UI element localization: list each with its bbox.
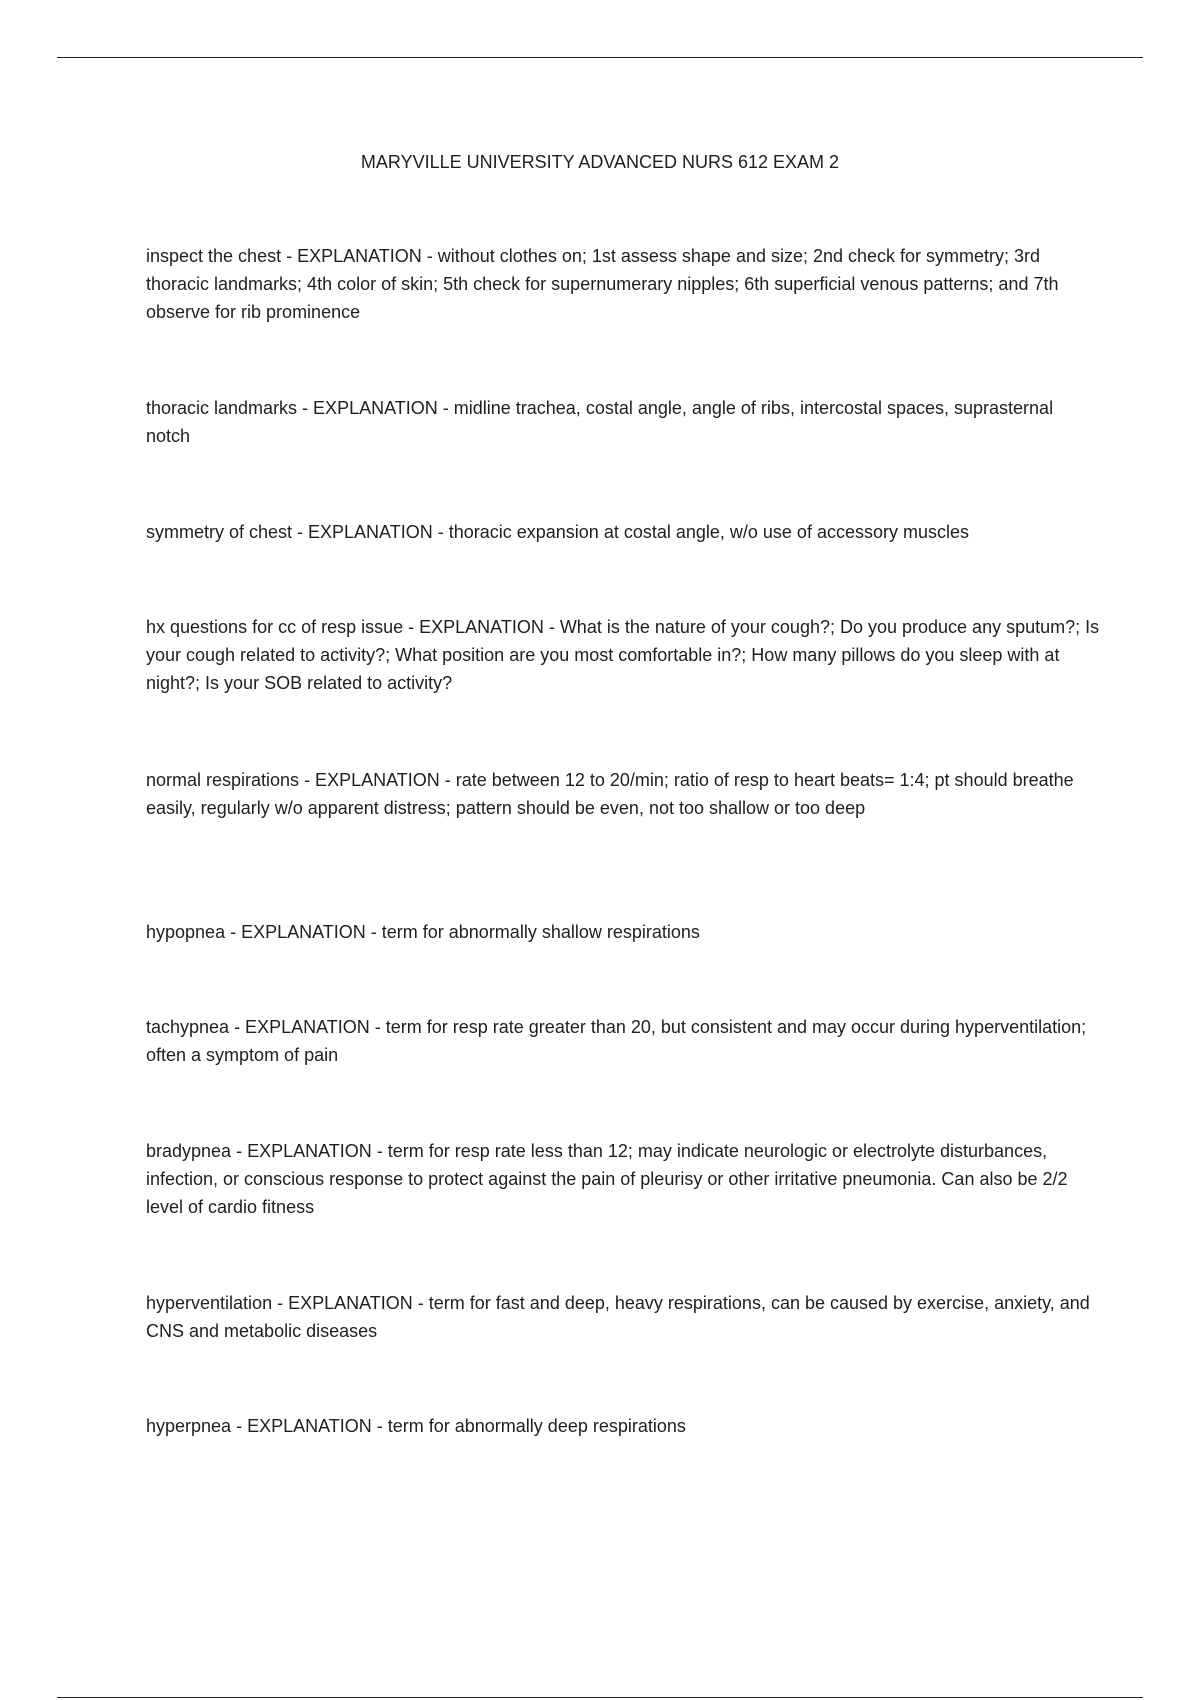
entry-symmetry-of-chest: symmetry of chest - EXPLANATION - thoracic expansion at costal angle, w/o use of accessory muscles: [146, 522, 969, 542]
entry-normal-respirations: normal respirations - EXPLANATION - rate between 12 to 20/min; ratio of resp to heart beats= 1:4; pt should breathe easily, regularly w/o apparent distress; pattern should be even, not too shallow or too deep: [146, 770, 1074, 818]
entry-hx-questions: hx questions for cc of resp issue - EXPLANATION - What is the nature of your cough?; Do you produce any sputum?; Is your cough related to activity?; What position are you most comfortable in?; How many pillows do you sleep with at night?; Is your SOB related to activity?: [146, 617, 1100, 693]
footer-rule: [57, 1697, 1143, 1698]
entry-thoracic-landmarks: thoracic landmarks - EXPLANATION - midline trachea, costal angle, angle of ribs, intercostal spaces, suprasternal notch: [146, 398, 1054, 446]
entry-bradypnea: bradypnea - EXPLANATION - term for resp rate less than 12; may indicate neurologic or electrolyte disturbances, infection, or conscious response to protect against the pain of pleurisy or other irritative pneumonia. Can also be 2/2 level of cardio fitness: [146, 1141, 1068, 1217]
document-title: MARYVILLE UNIVERSITY ADVANCED NURS 612 EXAM 2: [360, 152, 840, 172]
entry-hyperpnea: hyperpnea - EXPLANATION - term for abnormally deep respirations: [146, 1416, 686, 1436]
entry-inspect-the-chest: inspect the chest - EXPLANATION - without clothes on; 1st assess shape and size; 2nd check for symmetry; 3rd thoracic landmarks; 4th color of skin; 5th check for supernumerary nipples; 6th superficial venous patterns; and 7th observe for rib prominence: [146, 246, 1059, 322]
header-rule: [57, 57, 1143, 58]
entry-tachypnea: tachypnea - EXPLANATION - term for resp rate greater than 20, but consistent and may occur during hyperventilation; often a symptom of pain: [146, 1017, 1087, 1065]
entry-hypopnea: hypopnea - EXPLANATION - term for abnormally shallow respirations: [146, 922, 700, 942]
entry-hyperventilation: hyperventilation - EXPLANATION - term for fast and deep, heavy respirations, can be caused by exercise, anxiety, and CNS and metabolic diseases: [146, 1293, 1090, 1341]
